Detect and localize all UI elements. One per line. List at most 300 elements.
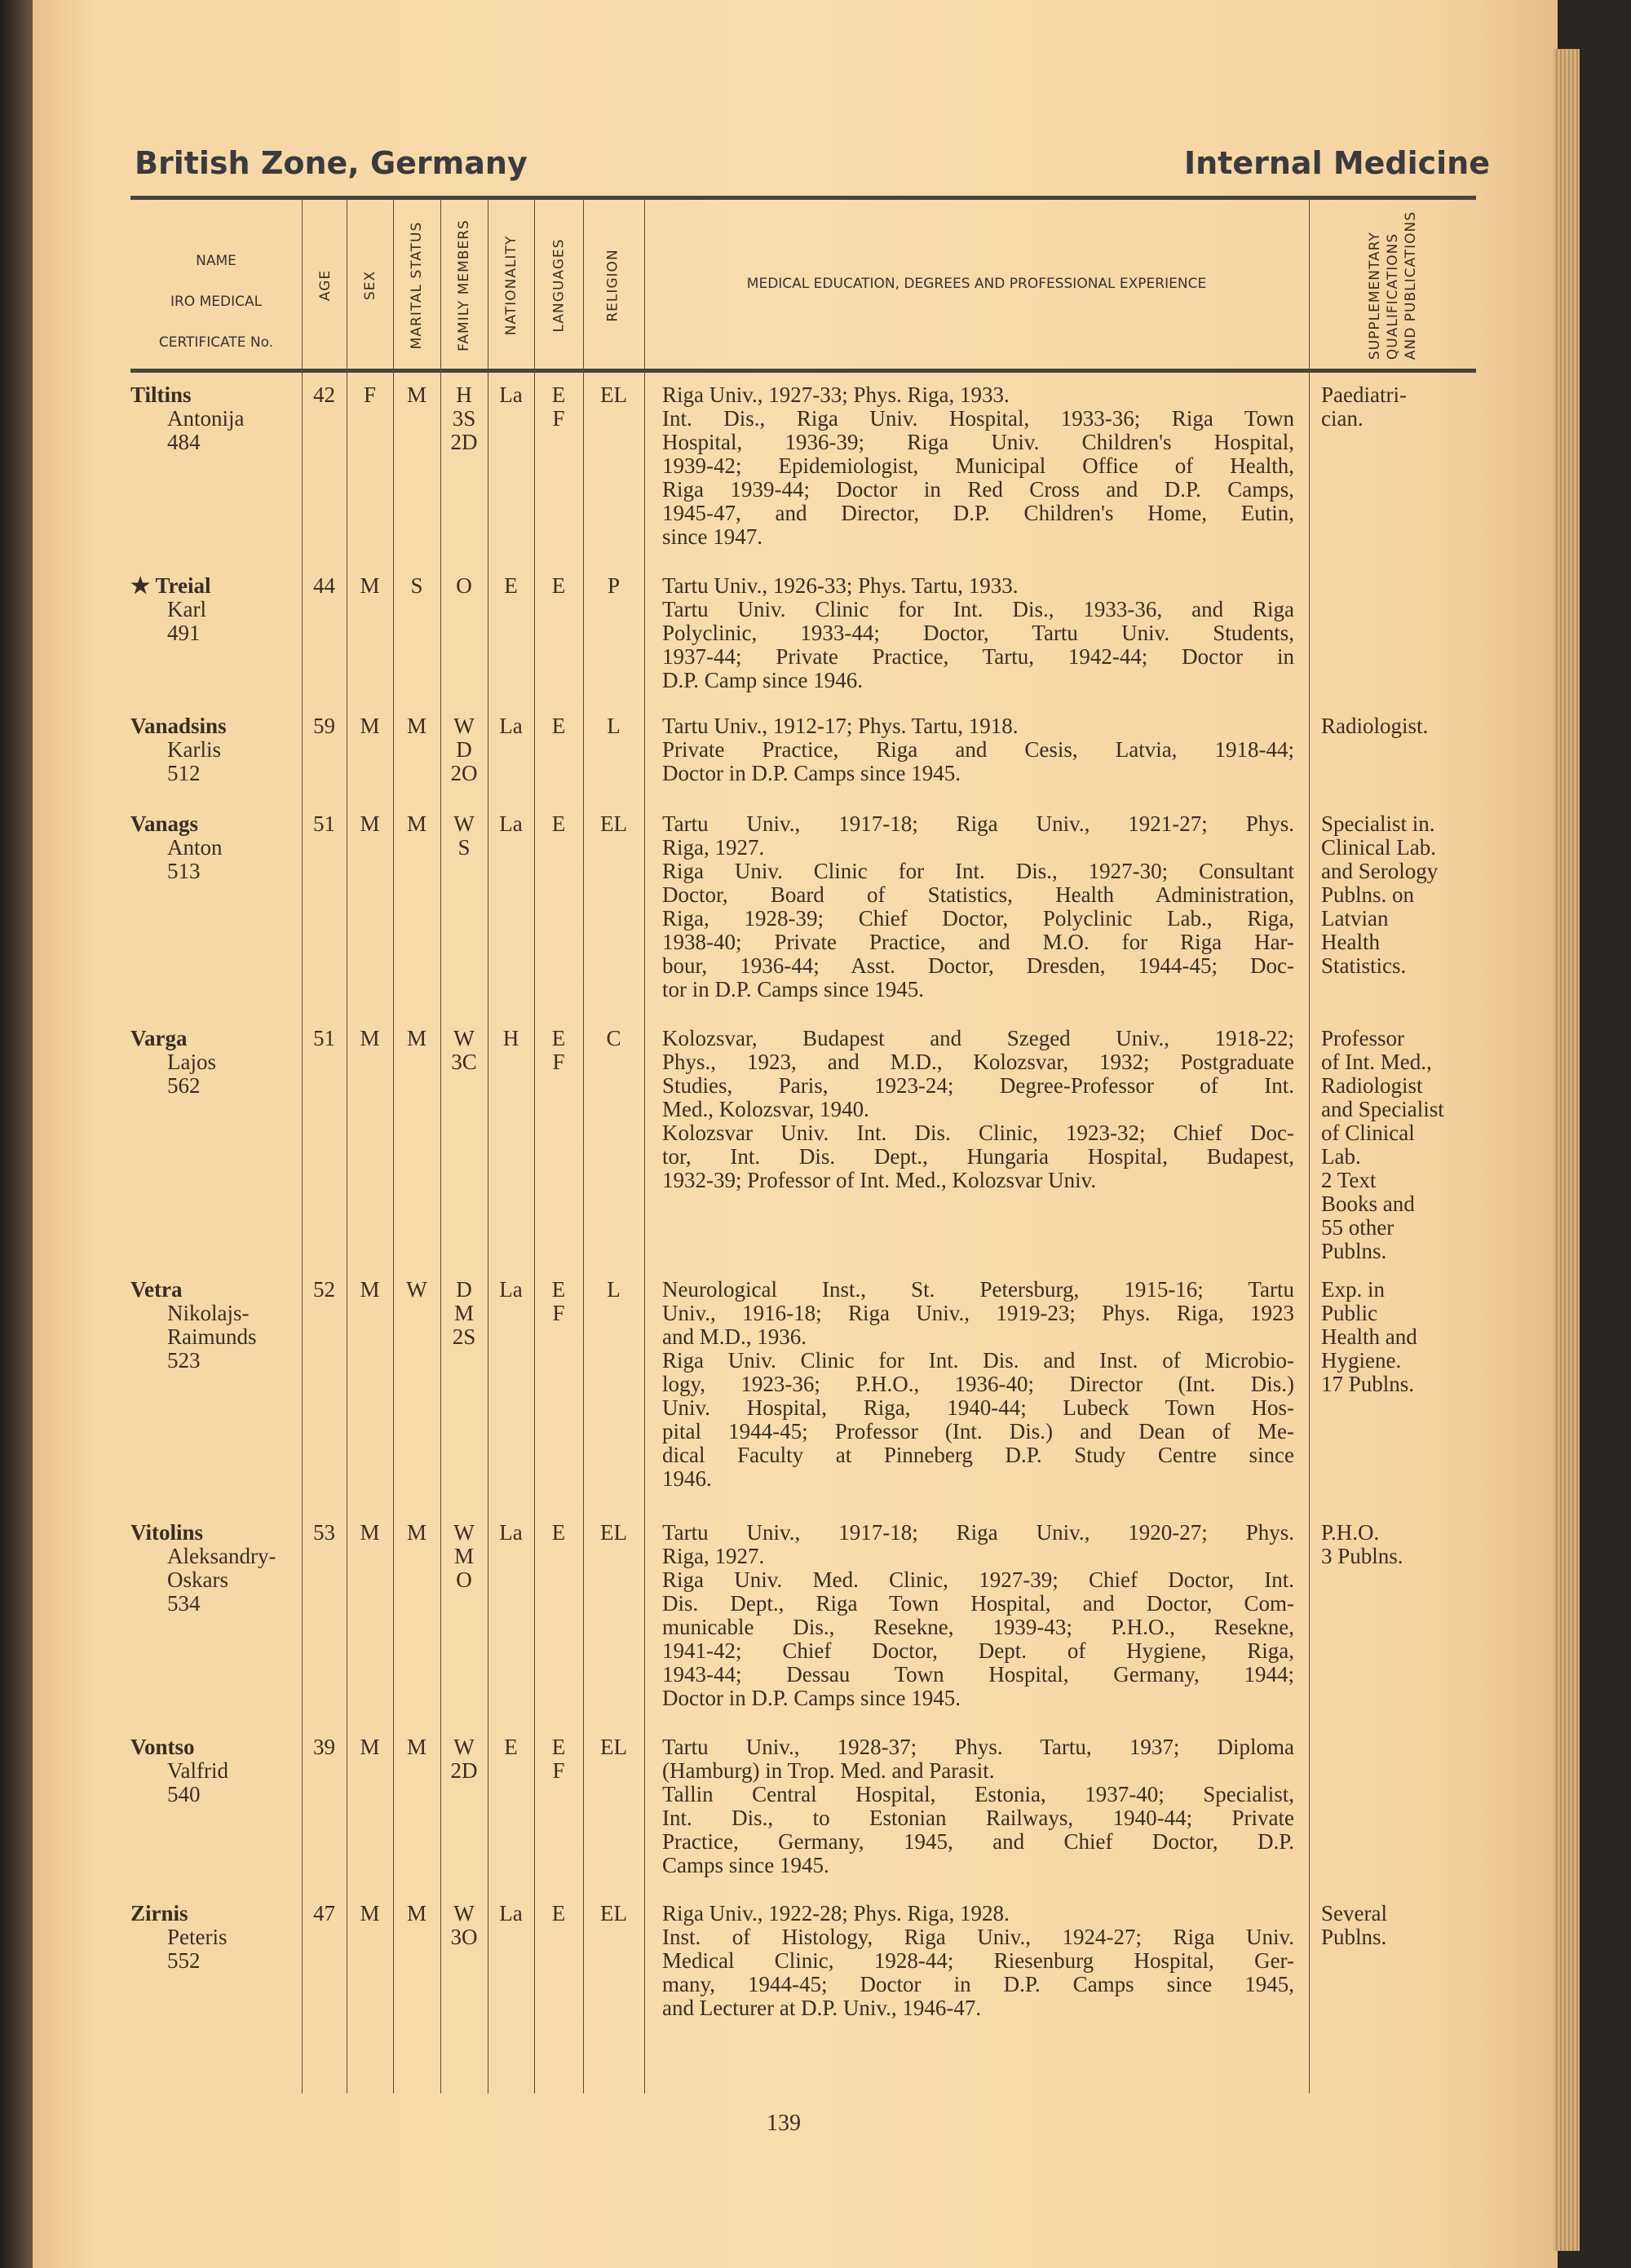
age-value: 39 <box>313 1735 335 1759</box>
family-cell <box>440 812 488 860</box>
column-divider <box>302 197 303 2093</box>
supplementary-line: Latvian <box>1321 906 1389 931</box>
certificate-number: 513 <box>167 859 201 883</box>
education-cell <box>662 1902 1294 2020</box>
age-cell <box>302 1027 347 1050</box>
name-cell <box>130 714 227 785</box>
sex-value: M <box>360 1901 380 1925</box>
supplementary-line: 17 Publns. <box>1321 1372 1415 1396</box>
languages-value: F <box>552 1758 565 1783</box>
header-sex-text: SEX <box>362 270 378 301</box>
education-line: Tallin Central Hospital, Estonia, 1937-40; Specialist, <box>662 1783 1294 1806</box>
supplementary-cell <box>1321 1521 1484 1568</box>
marital-cell <box>393 1027 440 1050</box>
name-cell <box>130 1521 276 1616</box>
languages-value: E <box>551 573 566 598</box>
education-line: (Hamburg) in Trop. Med. and Parasit. <box>662 1759 995 1783</box>
family-value: M <box>453 1544 474 1568</box>
supplementary-cell <box>1321 714 1484 738</box>
family-value: 3O <box>450 1925 478 1949</box>
nationality-cell <box>488 1278 534 1302</box>
supplementary-line: Professor <box>1321 1026 1404 1050</box>
surname: Vitolins <box>130 1520 204 1545</box>
marital-cell <box>393 812 440 836</box>
given-name: Peteris <box>167 1925 228 1949</box>
languages-cell <box>534 1735 583 1783</box>
name-cell <box>130 812 223 883</box>
education-cell <box>662 1735 1294 1877</box>
nationality-cell <box>488 383 534 407</box>
education-line: Riga, 1928-39; Chief Doctor, Polyclinic Lab., Riga, <box>662 907 1294 931</box>
supplementary-line: P.H.O. <box>1321 1520 1380 1545</box>
supplementary-line: Public <box>1321 1301 1378 1325</box>
supplementary-line: Publns. <box>1321 1239 1387 1263</box>
marital-value: M <box>406 382 427 407</box>
name-cell <box>130 1278 257 1373</box>
religion-value: EL <box>600 811 627 836</box>
family-cell <box>440 1027 488 1074</box>
education-line: dical Faculty at Pinneberg D.P. Study Centre since <box>662 1443 1294 1467</box>
certificate-number: 534 <box>167 1591 201 1616</box>
education-line: 1939-42; Epidemiologist, Municipal Office of Health, <box>662 454 1294 478</box>
education-line: Tartu Univ., 1917-18; Riga Univ., 1920-27; Phys. <box>662 1521 1294 1545</box>
education-line: Hospital, 1936-39; Riga Univ. Children's Hospital, <box>662 431 1294 454</box>
family-value: H <box>456 382 472 407</box>
education-line: 1941-42; Chief Doctor, Dept. of Hygiene, Riga, <box>662 1639 1294 1663</box>
education-cell <box>662 383 1294 549</box>
education-cell <box>662 1027 1294 1192</box>
education-line: Tartu Univ., 1912-17; Phys. Tartu, 1918. <box>662 714 1019 738</box>
languages-cell <box>534 574 583 598</box>
given-name: Antonija <box>167 406 245 431</box>
sex-value: M <box>360 1735 380 1759</box>
education-line: Kolozsvar, Budapest and Szeged Univ., 1918-22; <box>662 1027 1294 1050</box>
running-header-right: Internal Medicine <box>1184 145 1491 181</box>
education-cell <box>662 1278 1294 1491</box>
education-line: logy, 1923-36; P.H.O., 1936-40; Director (Int. Dis.) <box>662 1373 1294 1396</box>
education-line: Tartu Univ. Clinic for Int. Dis., 1933-36, and Riga <box>662 598 1294 621</box>
education-line: pital 1944-45; Professor (Int. Dis.) and Dean of Me- <box>662 1420 1294 1443</box>
surname: Tiltins <box>130 382 192 407</box>
certificate-number: 484 <box>167 430 201 454</box>
header-languages-text: LANGUAGES <box>550 238 567 333</box>
marital-value: M <box>406 1026 427 1050</box>
education-line: 1943-44; Dessau Town Hospital, Germany, 1944; <box>662 1663 1294 1687</box>
sex-cell <box>347 1902 393 1925</box>
family-cell <box>440 714 488 785</box>
column-header-supplementary <box>1310 204 1476 367</box>
sex-cell <box>347 714 393 738</box>
education-line: Tartu Univ., 1917-18; Riga Univ., 1921-27; Phys. <box>662 812 1294 836</box>
languages-value: E <box>551 1520 566 1545</box>
age-value: 44 <box>313 573 335 598</box>
marital-cell <box>393 574 440 598</box>
family-cell <box>440 574 488 598</box>
languages-value: E <box>551 1735 566 1759</box>
education-line: Riga, 1927. <box>662 1545 765 1568</box>
marital-cell <box>393 383 440 407</box>
family-value: 2S <box>452 1324 476 1349</box>
languages-cell <box>534 1521 583 1545</box>
education-line: Tartu Univ., 1928-37; Phys. Tartu, 1937; Diploma <box>662 1735 1294 1759</box>
marital-value: M <box>406 714 427 738</box>
supplementary-line: Exp. in <box>1321 1277 1385 1302</box>
religion-value: C <box>606 1026 621 1050</box>
education-line: Riga Univ. Clinic for Int. Dis., 1927-30; Consultant <box>662 860 1294 883</box>
nationality-value: E <box>504 573 518 598</box>
given-name: Aleksandry- <box>167 1544 276 1568</box>
education-line: tor in D.P. Camps since 1945. <box>662 978 924 1001</box>
age-value: 47 <box>313 1901 335 1925</box>
education-line: Riga 1939-44; Doctor in Red Cross and D.P. Camps, <box>662 478 1294 502</box>
education-line: Riga Univ., 1922-28; Phys. Riga, 1928. <box>662 1902 1010 1925</box>
education-line: Dis. Dept., Riga Town Hospital, and Doctor, Com- <box>662 1592 1294 1616</box>
supplementary-line: 2 Text <box>1321 1168 1377 1192</box>
sex-value: M <box>360 1277 380 1302</box>
languages-cell <box>534 383 583 431</box>
sex-value: M <box>360 1520 380 1545</box>
surname: Zirnis <box>130 1901 188 1925</box>
supplementary-cell <box>1321 812 1484 978</box>
nationality-cell <box>488 1521 534 1545</box>
family-value: O <box>456 573 472 598</box>
page-edges <box>1554 49 1580 2251</box>
education-line: Doctor in D.P. Camps since 1945. <box>662 1687 961 1710</box>
surname: Vanags <box>130 811 199 836</box>
column-divider <box>1309 197 1310 2093</box>
marital-value: M <box>406 1520 427 1545</box>
religion-cell <box>583 1521 644 1545</box>
religion-value: EL <box>600 1520 627 1545</box>
sex-cell <box>347 1521 393 1545</box>
education-cell <box>662 714 1294 785</box>
languages-cell <box>534 1902 583 1925</box>
languages-cell <box>534 1027 583 1074</box>
header-marital-text: MARITAL STATUS <box>409 221 426 350</box>
supplementary-line: Clinical Lab. <box>1321 835 1436 860</box>
supplementary-line: Radiologist <box>1321 1073 1423 1098</box>
sex-cell <box>347 383 393 407</box>
family-cell <box>440 1902 488 1949</box>
column-header-languages <box>535 204 582 367</box>
name-cell <box>130 1027 216 1098</box>
education-line: 1946. <box>662 1467 712 1491</box>
family-value: S <box>457 835 471 860</box>
supplementary-line: Paediatri- <box>1321 382 1407 407</box>
religion-cell <box>583 1735 644 1759</box>
header-top-rule <box>130 196 1476 200</box>
family-value: W <box>453 1901 475 1925</box>
languages-value: E <box>551 714 566 738</box>
age-value: 42 <box>313 382 335 407</box>
supplementary-cell <box>1321 1027 1484 1263</box>
education-line: 1932-39; Professor of Int. Med., Kolozsvar Univ. <box>662 1169 1097 1192</box>
education-line: Univ., 1916-18; Riga Univ., 1919-23; Phys. Riga, 1923 <box>662 1302 1294 1325</box>
marital-cell <box>393 1521 440 1545</box>
family-value: W <box>453 1735 475 1759</box>
sex-cell <box>347 1278 393 1302</box>
marital-value: M <box>406 811 427 836</box>
given-name: Anton <box>167 835 223 860</box>
marital-cell <box>393 714 440 738</box>
header-age-text: AGE <box>317 269 334 302</box>
nationality-cell <box>488 574 534 598</box>
column-divider <box>644 197 645 2093</box>
nationality-value: La <box>499 382 523 407</box>
religion-cell <box>583 714 644 738</box>
given-name: Karl <box>167 597 206 621</box>
religion-cell <box>583 1027 644 1050</box>
surname: Vontso <box>130 1735 195 1759</box>
name-cell <box>130 1735 228 1806</box>
family-value: D <box>456 737 472 762</box>
religion-cell <box>583 812 644 836</box>
education-cell <box>662 1521 1294 1710</box>
nationality-value: La <box>499 1277 523 1302</box>
column-divider <box>393 197 394 2093</box>
header-cert-line2: CERTIFICATE No. <box>158 334 274 351</box>
nationality-cell <box>488 1027 534 1050</box>
religion-value: EL <box>600 382 627 407</box>
education-line: Med., Kolozsvar, 1940. <box>662 1098 869 1121</box>
religion-cell <box>583 574 644 598</box>
education-line: since 1947. <box>662 525 762 549</box>
sex-value: F <box>363 382 377 407</box>
education-line: Tartu Univ., 1926-33; Phys. Tartu, 1933. <box>662 574 1019 598</box>
family-value: 2D <box>450 430 478 454</box>
certificate-number: 552 <box>167 1948 201 1973</box>
education-line: Doctor in D.P. Camps since 1945. <box>662 762 961 785</box>
page-number: 139 <box>767 2111 801 2136</box>
name-cell <box>130 574 210 645</box>
family-cell <box>440 383 488 454</box>
family-value: M <box>453 1301 474 1325</box>
name-cell <box>130 383 245 454</box>
marital-value: M <box>406 1735 427 1759</box>
sex-value: M <box>360 714 380 738</box>
education-line: Doctor, Board of Statistics, Health Administration, <box>662 883 1294 907</box>
education-line: tor, Int. Dis. Dept., Hungaria Hospital, Budapest, <box>662 1145 1294 1169</box>
family-value: W <box>453 1520 475 1545</box>
supplementary-line: Publns. <box>1321 1925 1387 1949</box>
sex-cell <box>347 1027 393 1050</box>
supplementary-line: of Int. Med., <box>1321 1050 1432 1074</box>
sex-cell <box>347 574 393 598</box>
given-name: Raimunds <box>167 1324 257 1349</box>
languages-cell <box>534 714 583 738</box>
sex-value: M <box>360 573 380 598</box>
supplementary-line: and Serology <box>1321 859 1439 883</box>
supplementary-line: cian. <box>1321 406 1364 431</box>
given-name: Lajos <box>167 1050 216 1074</box>
family-value: W <box>453 714 475 738</box>
marital-cell <box>393 1902 440 1925</box>
supplementary-line: Lab. <box>1321 1144 1361 1169</box>
languages-value: E <box>551 1277 566 1302</box>
education-cell <box>662 574 1294 692</box>
nationality-value: La <box>499 714 523 738</box>
column-divider <box>534 197 535 2093</box>
education-line: Int. Dis., Riga Univ. Hospital, 1933-36; Riga Town <box>662 407 1294 431</box>
header-name-line: NAME <box>196 253 236 269</box>
education-line: Private Practice, Riga and Cesis, Latvia, 1918-44; <box>662 738 1294 762</box>
column-header-sex <box>347 204 393 367</box>
certificate-number: 523 <box>167 1348 201 1373</box>
education-line: Riga, 1927. <box>662 836 765 860</box>
languages-cell <box>534 812 583 836</box>
supplementary-cell <box>1321 383 1484 431</box>
column-header-religion <box>582 204 644 367</box>
header-supp-line2: QUALIFICATIONS <box>1385 232 1401 360</box>
religion-value: P <box>607 573 621 598</box>
family-value: W <box>453 1026 475 1050</box>
supplementary-cell <box>1321 1278 1484 1396</box>
education-line: Int. Dis., to Estonian Railways, 1940-44; Private <box>662 1806 1294 1830</box>
supplementary-line: Books and <box>1321 1191 1415 1216</box>
supplementary-line: Publns. on <box>1321 882 1415 907</box>
header-supp-line3: AND PUBLICATIONS <box>1403 210 1419 360</box>
education-line: Kolozsvar Univ. Int. Dis. Clinic, 1923-32; Chief Doc- <box>662 1121 1294 1145</box>
education-line: Neurological Inst., St. Petersburg, 1915-16; Tartu <box>662 1278 1294 1302</box>
languages-value: E <box>551 382 566 407</box>
age-value: 51 <box>313 1026 335 1050</box>
education-line: Riga Univ., 1927-33; Phys. Riga, 1933. <box>662 383 1010 407</box>
marital-value: W <box>406 1277 427 1302</box>
age-cell <box>302 1278 347 1302</box>
marital-value: M <box>406 1901 427 1925</box>
languages-value: E <box>551 1026 566 1050</box>
surname: ★ Treial <box>130 573 211 598</box>
supplementary-line: and Specialist <box>1321 1097 1444 1121</box>
family-value: D <box>456 1277 472 1302</box>
nationality-cell <box>488 714 534 738</box>
header-supp-text <box>1366 211 1420 360</box>
family-value: O <box>456 1567 472 1592</box>
education-line: D.P. Camp since 1946. <box>662 669 863 692</box>
education-line: Riga Univ. Clinic for Int. Dis. and Inst. of Microbio- <box>662 1349 1294 1373</box>
supplementary-line: Several <box>1321 1901 1387 1925</box>
name-cell <box>130 1902 228 1973</box>
languages-value: E <box>551 811 566 836</box>
surname: Vetra <box>130 1277 183 1302</box>
column-divider <box>440 197 441 2093</box>
column-header-family <box>440 204 488 367</box>
given-name: Valfrid <box>167 1758 228 1783</box>
family-cell <box>440 1735 488 1783</box>
education-line: bour, 1936-44; Asst. Doctor, Dresden, 1944-45; Doc- <box>662 954 1294 978</box>
age-value: 59 <box>313 714 335 738</box>
header-bottom-rule <box>130 369 1476 373</box>
education-line: Practice, Germany, 1945, and Chief Doctor, D.P. <box>662 1830 1294 1854</box>
given-name: Nikolajs- <box>167 1301 250 1325</box>
family-value: 3C <box>451 1050 477 1074</box>
header-religion-text: RELIGION <box>605 249 622 322</box>
education-cell <box>662 812 1294 1001</box>
supplementary-line: 55 other <box>1321 1215 1395 1240</box>
religion-value: L <box>607 714 621 738</box>
age-cell <box>302 574 347 598</box>
education-line: Phys., 1923, and M.D., Kolozsvar, 1932; Postgraduate <box>662 1050 1294 1074</box>
languages-cell <box>534 1278 583 1325</box>
age-cell <box>302 1902 347 1925</box>
education-line: 1945-47, and Director, D.P. Children's Home, Eutin, <box>662 502 1294 525</box>
education-line: 1938-40; Private Practice, and M.O. for Riga Har- <box>662 931 1294 954</box>
supplementary-line: Health and <box>1321 1324 1417 1349</box>
supplementary-line: of Clinical <box>1321 1121 1415 1145</box>
column-header-name <box>130 241 302 363</box>
languages-value: F <box>552 406 565 431</box>
nationality-cell <box>488 1735 534 1759</box>
sex-value: M <box>360 1026 380 1050</box>
education-line: Univ. Hospital, Riga, 1940-44; Lubeck Town Hos- <box>662 1396 1294 1420</box>
certificate-number: 540 <box>167 1782 201 1806</box>
nationality-value: La <box>499 1520 523 1545</box>
education-line: Medical Clinic, 1928-44; Riesenburg Hospital, Ger- <box>662 1949 1294 1973</box>
family-value: W <box>453 811 475 836</box>
supplementary-line: Radiologist. <box>1321 714 1429 738</box>
nationality-cell <box>488 1902 534 1925</box>
family-cell <box>440 1278 488 1349</box>
family-value: 2D <box>450 1758 478 1783</box>
nationality-value: H <box>502 1026 519 1050</box>
religion-value: L <box>607 1277 621 1302</box>
supplementary-line: Hygiene. <box>1321 1348 1402 1373</box>
age-cell <box>302 383 347 407</box>
supplementary-line: 3 Publns. <box>1321 1544 1403 1568</box>
marital-cell <box>393 1278 440 1302</box>
age-value: 52 <box>313 1277 335 1302</box>
education-line: Studies, Paris, 1923-24; Degree-Professor of Int. <box>662 1074 1294 1098</box>
sex-value: M <box>360 811 380 836</box>
family-cell <box>440 1521 488 1592</box>
column-divider <box>583 197 584 2093</box>
given-name: Oskars <box>167 1567 228 1592</box>
header-supp-line1: SUPPLEMENTARY <box>1367 232 1383 360</box>
column-header-education: MEDICAL EDUCATION, DEGREES AND PROFESSIONAL EXPERIENCE <box>746 276 1207 292</box>
column-header-nationality <box>488 204 535 367</box>
supplementary-line: Statistics. <box>1321 953 1407 978</box>
family-value: 2O <box>450 761 478 785</box>
certificate-number: 491 <box>167 621 201 645</box>
header-cert-line1: IRO MEDICAL <box>170 294 263 310</box>
sex-cell <box>347 812 393 836</box>
education-line: and Lecturer at D.P. Univ., 1946-47. <box>662 1996 982 2020</box>
age-cell <box>302 714 347 738</box>
age-cell <box>302 1735 347 1759</box>
running-header-left: British Zone, Germany <box>135 145 528 181</box>
supplementary-cell <box>1321 1902 1484 1949</box>
column-header-age <box>303 204 347 367</box>
languages-value: F <box>552 1301 565 1325</box>
supplementary-line: Health <box>1321 930 1380 954</box>
education-line: Camps since 1945. <box>662 1854 829 1877</box>
education-line: Inst. of Histology, Riga Univ., 1924-27; Riga Univ. <box>662 1925 1294 1949</box>
age-cell <box>302 812 347 836</box>
education-line: and M.D., 1936. <box>662 1325 807 1349</box>
education-line: municable Dis., Resekne, 1939-43; P.H.O., Resekne, <box>662 1616 1294 1639</box>
religion-cell <box>583 1902 644 1925</box>
languages-value: E <box>551 1901 566 1925</box>
religion-cell <box>583 383 644 407</box>
education-line: Riga Univ. Med. Clinic, 1927-39; Chief Doctor, Int. <box>662 1568 1294 1592</box>
religion-value: EL <box>600 1735 627 1759</box>
surname: Vanadsins <box>130 714 227 738</box>
supplementary-line: Specialist in. <box>1321 811 1435 836</box>
certificate-number: 512 <box>167 761 201 785</box>
header-family-text: FAMILY MEMBERS <box>456 219 472 351</box>
marital-value: S <box>410 573 423 598</box>
religion-cell <box>583 1278 644 1302</box>
